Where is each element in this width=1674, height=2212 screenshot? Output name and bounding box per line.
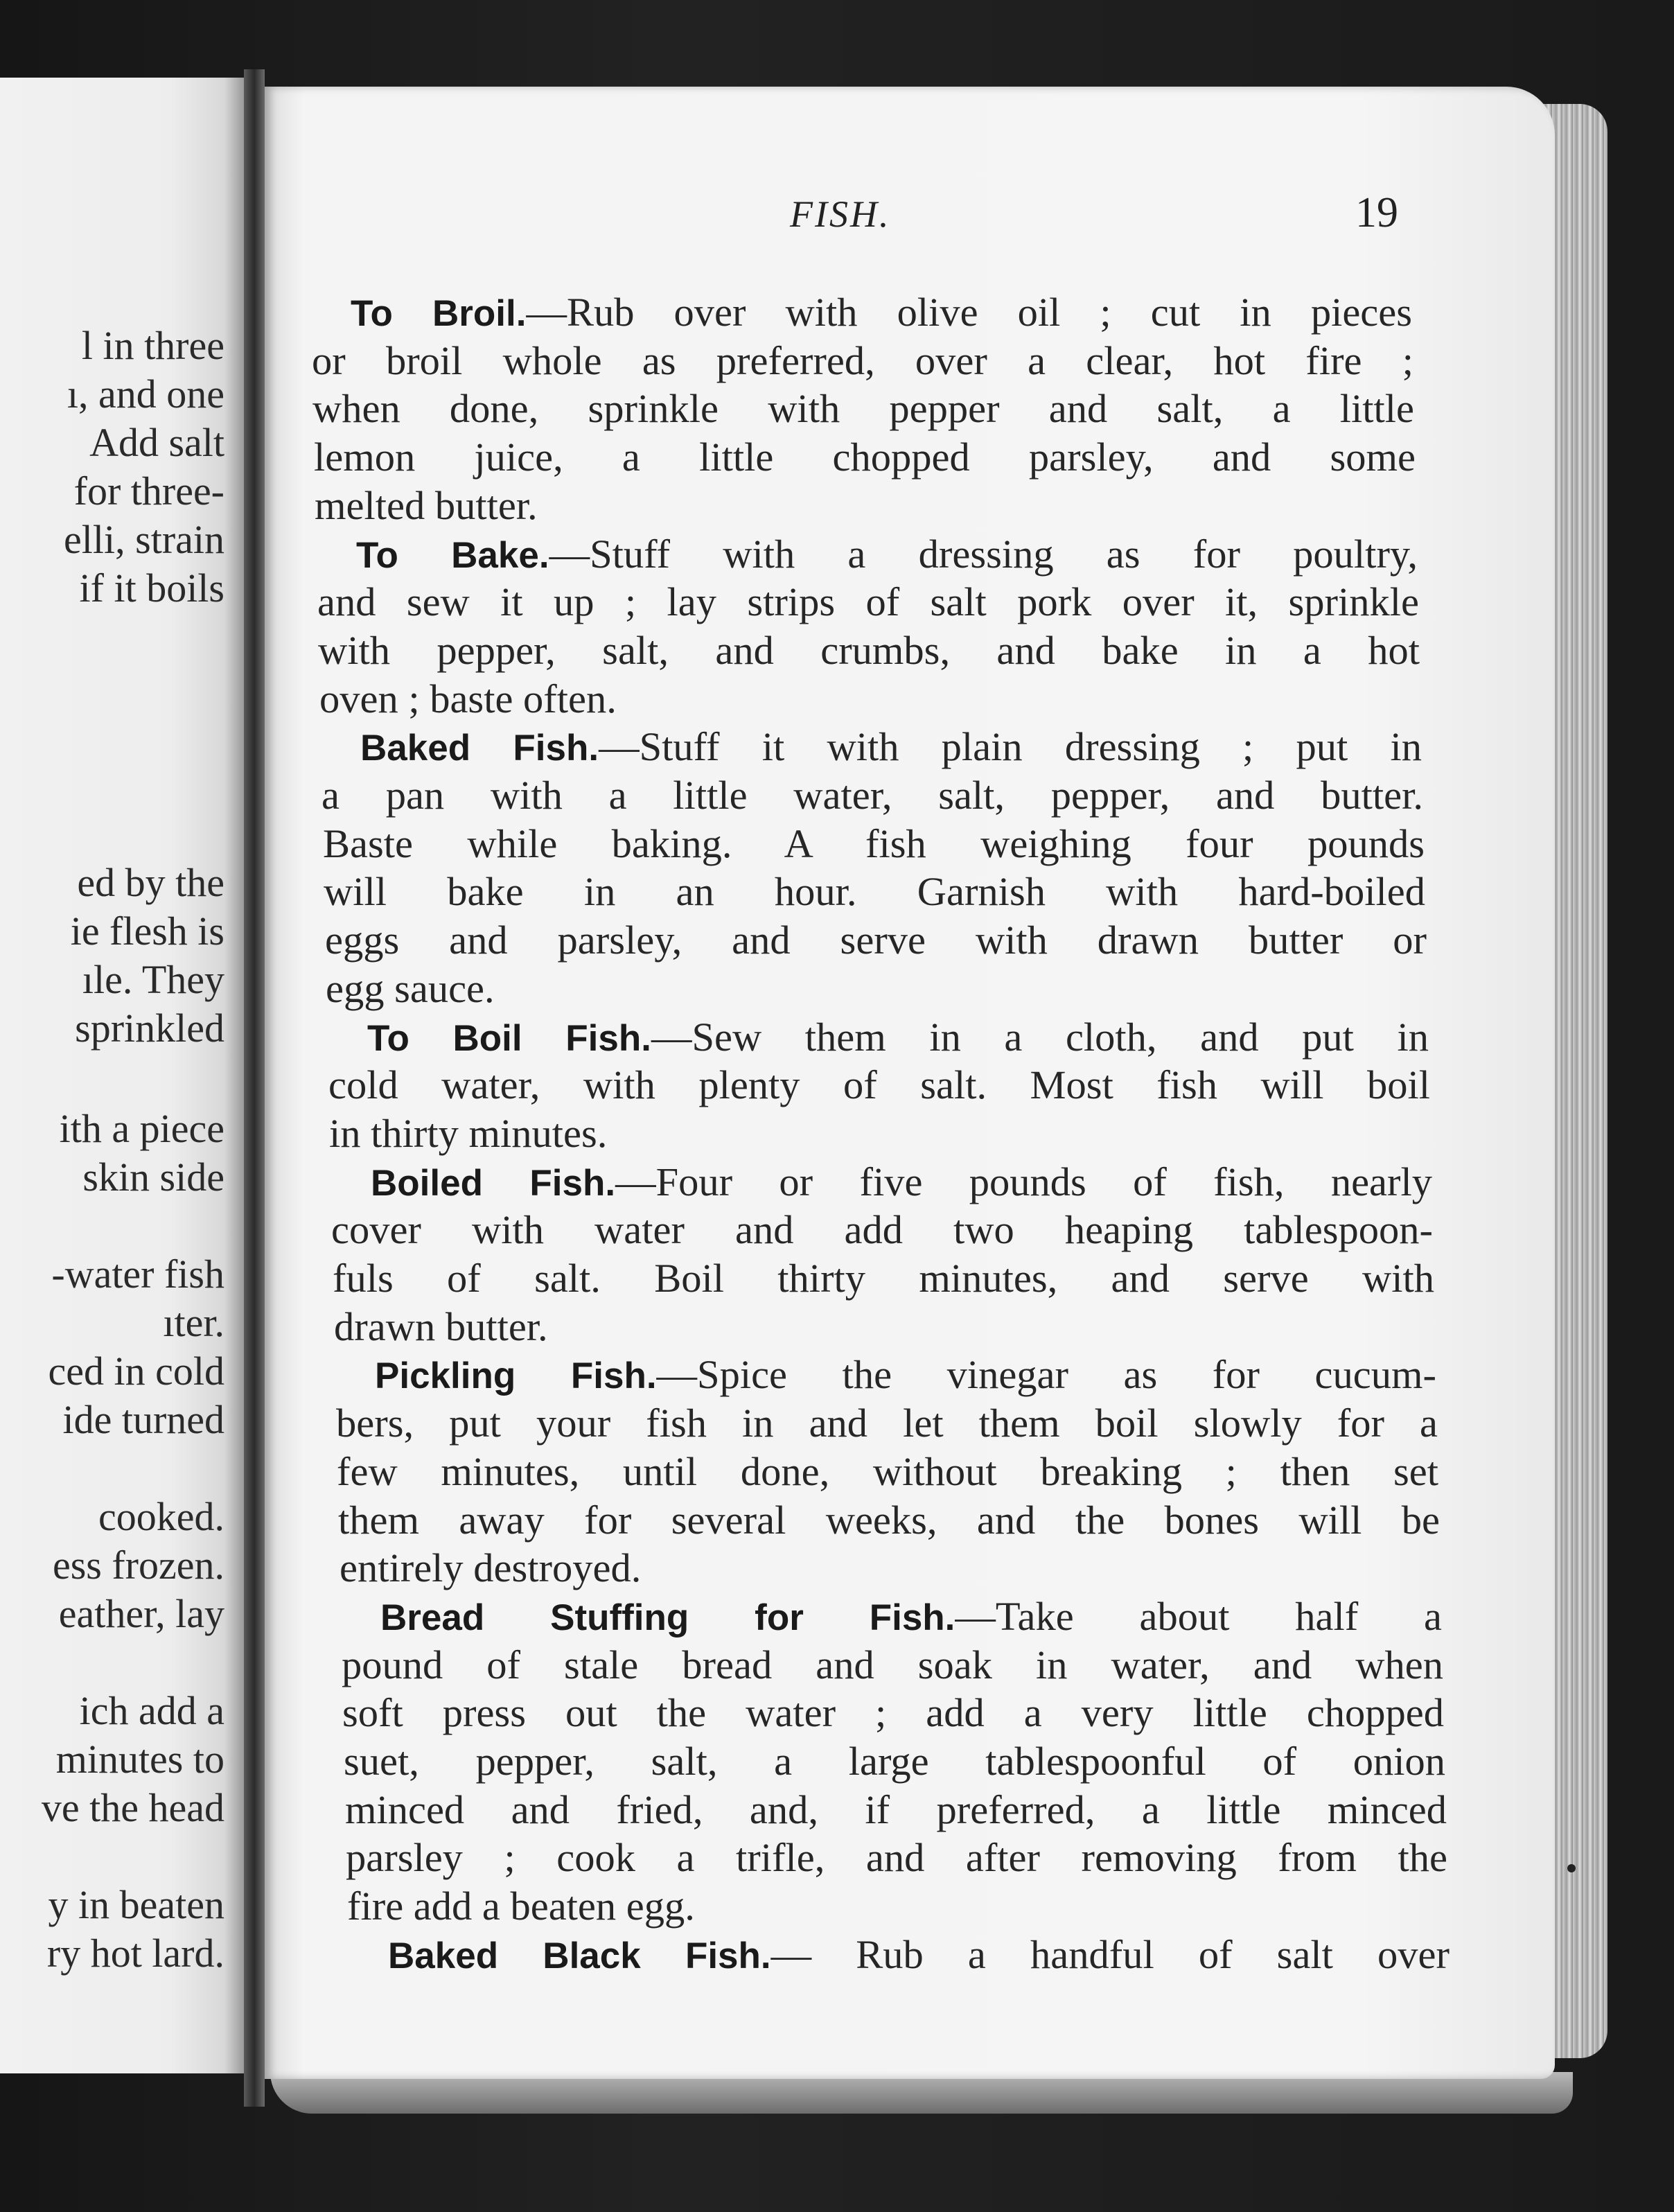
left-facing-page	[0, 78, 244, 2073]
line-text: — Rub a handful of salt over	[770, 1932, 1450, 1977]
page-number: 19	[1355, 189, 1398, 236]
line-text: and sew it up ; lay strips of salt pork over it, sprinkle	[317, 579, 1419, 624]
recipe-heading: To Broil.	[351, 293, 527, 334]
line-text: eggs and parsley, and serve with drawn butter or	[325, 918, 1427, 963]
text-line	[334, 1304, 1436, 1349]
text-line	[338, 1500, 1440, 1541]
line-text: —Stuff with a dressing as for poultry,	[549, 532, 1418, 577]
text-line	[323, 821, 1425, 866]
text-line	[324, 869, 1425, 914]
text-line	[345, 1787, 1447, 1832]
line-text: few minutes, until done, without breaking ; then set	[337, 1449, 1438, 1494]
text-line	[329, 1111, 1431, 1156]
left-page-line: ide turned	[62, 1397, 224, 1442]
line-text: pound of stale bread and soak in water, and when	[342, 1642, 1443, 1687]
line-text: parsley ; cook a trifle, and after removing from the	[346, 1835, 1447, 1880]
left-page-line: ve the head	[41, 1785, 224, 1830]
left-page-line: ed by the	[77, 860, 224, 905]
text-line	[321, 775, 1423, 816]
line-text: cold water, with plenty of salt. Most fish will boil	[328, 1062, 1430, 1107]
left-page-line: ie flesh is	[70, 909, 224, 954]
text-line	[347, 1886, 1449, 1927]
line-text: lemon juice, a little chopped parsley, and some	[314, 434, 1416, 480]
line-text: fuls of salt. Boil thirty minutes, and serve with	[333, 1256, 1434, 1301]
line-text: egg sauce.	[326, 966, 495, 1011]
text-line	[314, 434, 1416, 480]
line-text: soft press out the water ; add a very little chopped	[342, 1690, 1444, 1735]
line-text: a pan with a little water, salt, pepper, and butter.	[321, 773, 1423, 818]
line-text: Baste while baking. A fish weighing four pounds	[323, 821, 1425, 866]
recipe-heading: Pickling Fish.	[375, 1355, 657, 1396]
left-page-line: skin side	[82, 1155, 224, 1200]
left-page-line: l in three	[81, 323, 224, 368]
recipe-heading: Baked Fish.	[360, 728, 599, 769]
recipe-first-line	[331, 1159, 1432, 1204]
running-head: FISH.	[790, 193, 891, 235]
left-page-line: ich add a	[79, 1688, 224, 1733]
book-gutter	[244, 69, 265, 2107]
text-line	[318, 628, 1420, 673]
text-line	[331, 1207, 1433, 1252]
recipe-first-line	[320, 724, 1422, 769]
line-text: drawn butter.	[334, 1304, 548, 1349]
line-text: cover with water and add two heaping tablespoon-	[331, 1207, 1433, 1252]
text-line	[328, 1062, 1430, 1107]
recipe-heading: To Bake.	[356, 535, 549, 576]
recipe-heading: To Boil Fish.	[367, 1018, 651, 1059]
line-text: —Spice the vinegar as for cucum-	[656, 1352, 1436, 1397]
line-text: suet, pepper, salt, a large tablespoonful of onion	[344, 1739, 1445, 1784]
left-page-line: minutes to	[55, 1737, 224, 1782]
line-text: —Stuff it with plain dressing ; put in	[599, 724, 1422, 769]
margin-dot	[1567, 1864, 1576, 1872]
text-line	[312, 338, 1413, 383]
text-line	[340, 1545, 1441, 1590]
text-line	[342, 1690, 1444, 1735]
left-page-line: eather, lay	[58, 1591, 224, 1636]
text-line	[315, 483, 1416, 528]
text-line	[317, 579, 1419, 624]
text-line	[337, 1449, 1438, 1494]
left-page-line: ry hot lard.	[46, 1931, 224, 1976]
line-text: —Rub over with olive oil ; cut in pieces	[526, 290, 1412, 335]
left-page-line: for three-	[73, 468, 224, 514]
line-text: will bake in an hour. Garnish with hard-boiled	[324, 869, 1425, 914]
text-line	[346, 1835, 1447, 1880]
left-page-line: -water fish	[51, 1252, 224, 1297]
left-page-line: if it boils	[79, 565, 224, 611]
recipe-first-line	[348, 1932, 1450, 1977]
left-page-line: ith a piece	[59, 1106, 224, 1151]
recipe-first-line	[327, 1017, 1429, 1058]
text-line	[326, 966, 1427, 1011]
recipe-first-line	[340, 1594, 1442, 1639]
line-text: when done, sprinkle with pepper and salt, a little	[312, 386, 1414, 431]
recipe-heading: Baked Black Fish.	[388, 1936, 771, 1976]
line-text: —Four or five pounds of fish, nearly	[615, 1159, 1432, 1204]
left-page-line: ıle. They	[82, 957, 224, 1002]
recipe-first-line	[335, 1352, 1436, 1397]
left-page-line: ess frozen.	[52, 1543, 224, 1588]
line-text: minced and fried, and, if preferred, a little minced	[345, 1787, 1447, 1832]
left-page-line: y in beaten	[48, 1882, 224, 1927]
text-line	[319, 676, 1421, 721]
line-text: them away for several weeks, and the bones will be	[338, 1498, 1440, 1543]
recipe-first-line	[310, 292, 1412, 333]
line-text: —Take about half a	[955, 1594, 1442, 1639]
line-text: entirely destroyed.	[340, 1545, 642, 1590]
line-text: —Sew them in a cloth, and put in	[651, 1015, 1429, 1060]
line-text: or broil whole as preferred, over a clear, hot fire ;	[312, 338, 1413, 383]
left-page-line: elli, strain	[64, 517, 224, 562]
line-text: with pepper, salt, and crumbs, and bake in a hot	[318, 628, 1420, 673]
text-line	[336, 1403, 1438, 1444]
line-text: fire add a beaten egg.	[347, 1884, 695, 1929]
left-page-line: ıter.	[163, 1300, 224, 1345]
text-line	[342, 1642, 1443, 1687]
text-line	[344, 1741, 1445, 1782]
left-page-line: ced in cold	[48, 1349, 224, 1394]
line-text: melted butter.	[315, 483, 538, 528]
left-page-line: ı, and one	[67, 371, 224, 416]
recipe-heading: Boiled Fish.	[371, 1163, 616, 1204]
left-page-line: sprinkled	[75, 1006, 224, 1051]
text-line	[312, 386, 1414, 431]
text-line	[325, 920, 1427, 961]
text-line	[333, 1258, 1434, 1299]
recipe-heading: Bread Stuffing for Fish.	[380, 1597, 955, 1638]
line-text: oven ; baste often.	[319, 676, 617, 721]
line-text: bers, put your fish in and let them boil slowly for a	[336, 1401, 1438, 1446]
line-text: in thirty minutes.	[329, 1111, 608, 1156]
left-page-line: Add salt	[89, 420, 224, 465]
recipe-first-line	[316, 534, 1418, 575]
left-page-line: cooked.	[98, 1494, 224, 1539]
